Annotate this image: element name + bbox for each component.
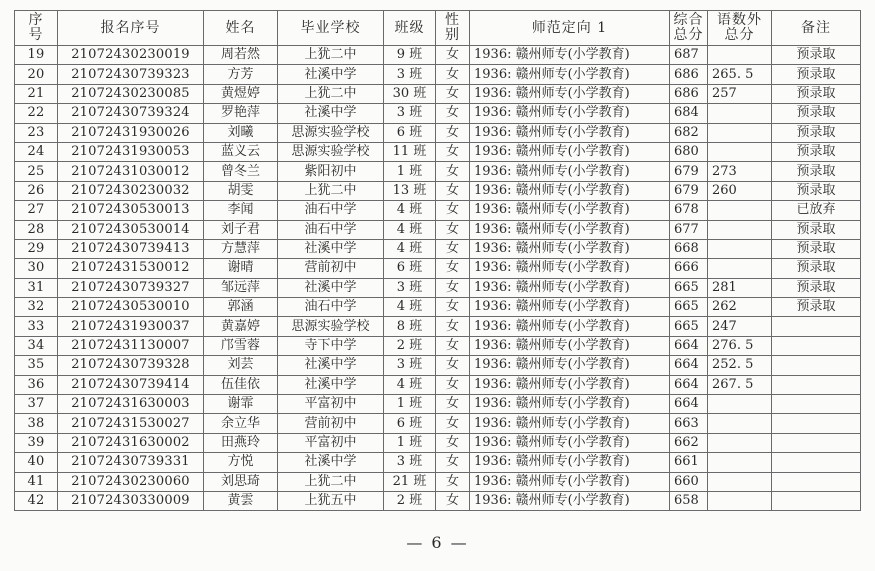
cell-name: 伍佳依 [204,375,278,394]
cell-name: 刘曦 [204,123,278,142]
cell-class: 1 班 [384,433,436,452]
cell-remark: 预录取 [772,65,861,84]
cell-seq: 27 [15,201,58,220]
cell-gender: 女 [436,239,470,258]
header-remark: 备注 [772,11,861,46]
cell-name: 方芳 [204,65,278,84]
cell-lang-math [708,472,772,491]
cell-total: 660 [670,472,708,491]
cell-reg-no: 21072431930053 [58,142,204,161]
cell-remark: 预录取 [772,46,861,65]
cell-school: 寺下中学 [278,336,384,355]
cell-class: 2 班 [384,336,436,355]
cell-gender: 女 [436,181,470,200]
cell-name: 方慧萍 [204,239,278,258]
cell-remark: 预录取 [772,104,861,123]
header-seq: 序 号 [15,11,58,46]
cell-total: 665 [670,278,708,297]
header-school: 毕业学校 [278,11,384,46]
cell-gender: 女 [436,433,470,452]
cell-reg-no: 21072430530010 [58,298,204,317]
cell-class: 1 班 [384,162,436,181]
table-row [15,259,861,278]
cell-total: 664 [670,336,708,355]
cell-class: 3 班 [384,356,436,375]
cell-name: 余立华 [204,414,278,433]
cell-total: 662 [670,433,708,452]
cell-school: 社溪中学 [278,278,384,297]
cell-total: 679 [670,181,708,200]
cell-gender: 女 [436,123,470,142]
cell-class: 4 班 [384,201,436,220]
table-row [15,162,861,181]
cell-class: 4 班 [384,220,436,239]
cell-total: 680 [670,142,708,161]
cell-reg-no: 21072430330009 [58,491,204,510]
cell-direction: 1936: 赣州师专(小学教育) [470,298,670,317]
cell-name: 李闻 [204,201,278,220]
cell-reg-no: 21072430230032 [58,181,204,200]
cell-reg-no: 21072431630003 [58,395,204,414]
cell-lang-math [708,46,772,65]
table-row [15,104,861,123]
cell-gender: 女 [436,46,470,65]
cell-remark [772,336,861,355]
cell-lang-math: 252. 5 [708,356,772,375]
cell-class: 6 班 [384,414,436,433]
cell-seq: 34 [15,336,58,355]
cell-seq: 33 [15,317,58,336]
cell-seq: 23 [15,123,58,142]
cell-school: 营前初中 [278,414,384,433]
table-row [15,84,861,103]
cell-gender: 女 [436,84,470,103]
table-row [15,453,861,472]
cell-reg-no: 21072430739328 [58,356,204,375]
cell-lang-math: 276. 5 [708,336,772,355]
cell-seq: 35 [15,356,58,375]
cell-class: 6 班 [384,123,436,142]
cell-reg-no: 21072431630002 [58,433,204,452]
cell-remark [772,491,861,510]
cell-gender: 女 [436,356,470,375]
cell-name: 邹远萍 [204,278,278,297]
cell-reg-no: 21072431930026 [58,123,204,142]
table-row [15,181,861,200]
table-body [15,46,861,511]
cell-remark [772,395,861,414]
table-row [15,201,861,220]
cell-lang-math: 281 [708,278,772,297]
cell-lang-math: 260 [708,181,772,200]
table-row [15,356,861,375]
cell-seq: 39 [15,433,58,452]
cell-lang-math: 257 [708,84,772,103]
cell-school: 社溪中学 [278,104,384,123]
header-direction: 师范定向 1 [470,11,670,46]
cell-reg-no: 21072430530014 [58,220,204,239]
cell-total: 677 [670,220,708,239]
cell-seq: 38 [15,414,58,433]
cell-direction: 1936: 赣州师专(小学教育) [470,317,670,336]
cell-lang-math [708,123,772,142]
cell-remark: 预录取 [772,239,861,258]
table-row [15,375,861,394]
cell-total: 661 [670,453,708,472]
cell-remark: 预录取 [772,84,861,103]
cell-seq: 25 [15,162,58,181]
cell-lang-math [708,414,772,433]
cell-lang-math [708,453,772,472]
cell-total: 664 [670,375,708,394]
table-row [15,123,861,142]
cell-total: 664 [670,356,708,375]
cell-gender: 女 [436,336,470,355]
cell-seq: 21 [15,84,58,103]
cell-remark: 预录取 [772,278,861,297]
cell-direction: 1936: 赣州师专(小学教育) [470,201,670,220]
table-row [15,395,861,414]
cell-class: 21 班 [384,472,436,491]
cell-school: 上犹二中 [278,181,384,200]
cell-name: 罗艳萍 [204,104,278,123]
cell-school: 平富初中 [278,395,384,414]
cell-seq: 31 [15,278,58,297]
cell-gender: 女 [436,453,470,472]
cell-reg-no: 21072430739327 [58,278,204,297]
cell-seq: 26 [15,181,58,200]
header-name: 姓名 [204,11,278,46]
cell-gender: 女 [436,259,470,278]
cell-school: 社溪中学 [278,356,384,375]
cell-direction: 1936: 赣州师专(小学教育) [470,123,670,142]
cell-name: 蓝义云 [204,142,278,161]
cell-school: 社溪中学 [278,375,384,394]
cell-reg-no: 21072431930037 [58,317,204,336]
cell-name: 方悦 [204,453,278,472]
table-row [15,65,861,84]
cell-seq: 22 [15,104,58,123]
cell-class: 11 班 [384,142,436,161]
table-row [15,472,861,491]
table-row [15,220,861,239]
cell-lang-math [708,433,772,452]
cell-lang-math [708,239,772,258]
cell-class: 4 班 [384,375,436,394]
cell-direction: 1936: 赣州师专(小学教育) [470,395,670,414]
cell-reg-no: 21072430739413 [58,239,204,258]
cell-total: 664 [670,395,708,414]
cell-lang-math: 265. 5 [708,65,772,84]
cell-reg-no: 21072430739414 [58,375,204,394]
cell-name: 郭涵 [204,298,278,317]
cell-class: 30 班 [384,84,436,103]
cell-direction: 1936: 赣州师专(小学教育) [470,433,670,452]
cell-school: 社溪中学 [278,239,384,258]
cell-class: 1 班 [384,395,436,414]
table-row [15,46,861,65]
cell-remark: 预录取 [772,142,861,161]
cell-remark: 预录取 [772,181,861,200]
cell-gender: 女 [436,104,470,123]
cell-reg-no: 21072430739324 [58,104,204,123]
cell-direction: 1936: 赣州师专(小学教育) [470,65,670,84]
cell-seq: 41 [15,472,58,491]
cell-gender: 女 [436,162,470,181]
cell-remark [772,433,861,452]
cell-reg-no: 21072431130007 [58,336,204,355]
cell-school: 思源实验学校 [278,142,384,161]
table-row [15,239,861,258]
cell-total: 684 [670,104,708,123]
header-total: 综合 总分 [670,11,708,46]
cell-remark: 预录取 [772,298,861,317]
table-row [15,142,861,161]
cell-total: 682 [670,123,708,142]
cell-name: 田燕玲 [204,433,278,452]
cell-school: 上犹五中 [278,491,384,510]
cell-name: 黄雲 [204,491,278,510]
table-row [15,298,861,317]
cell-total: 658 [670,491,708,510]
cell-lang-math: 267. 5 [708,375,772,394]
cell-direction: 1936: 赣州师专(小学教育) [470,453,670,472]
cell-seq: 29 [15,239,58,258]
cell-class: 3 班 [384,278,436,297]
cell-reg-no: 21072430230085 [58,84,204,103]
cell-total: 687 [670,46,708,65]
cell-total: 666 [670,259,708,278]
cell-lang-math [708,104,772,123]
cell-remark [772,472,861,491]
cell-remark: 预录取 [772,123,861,142]
cell-direction: 1936: 赣州师专(小学教育) [470,278,670,297]
cell-direction: 1936: 赣州师专(小学教育) [470,259,670,278]
cell-name: 黄嘉婷 [204,317,278,336]
cell-school: 社溪中学 [278,65,384,84]
cell-name: 谢霏 [204,395,278,414]
cell-remark: 预录取 [772,220,861,239]
cell-direction: 1936: 赣州师专(小学教育) [470,220,670,239]
cell-name: 刘芸 [204,356,278,375]
cell-reg-no: 21072430230019 [58,46,204,65]
cell-seq: 20 [15,65,58,84]
cell-direction: 1936: 赣州师专(小学教育) [470,472,670,491]
cell-gender: 女 [436,317,470,336]
table-header-row [15,11,861,46]
cell-reg-no: 21072431030012 [58,162,204,181]
cell-school: 社溪中学 [278,453,384,472]
cell-gender: 女 [436,201,470,220]
admission-roster-table [14,10,861,511]
cell-class: 4 班 [384,239,436,258]
cell-gender: 女 [436,472,470,491]
cell-school: 上犹二中 [278,46,384,65]
cell-gender: 女 [436,375,470,394]
cell-reg-no: 21072430739323 [58,65,204,84]
cell-remark [772,317,861,336]
cell-gender: 女 [436,65,470,84]
cell-seq: 19 [15,46,58,65]
cell-seq: 30 [15,259,58,278]
cell-reg-no: 21072431530027 [58,414,204,433]
cell-school: 油石中学 [278,298,384,317]
table-row [15,317,861,336]
cell-class: 13 班 [384,181,436,200]
cell-class: 3 班 [384,65,436,84]
cell-seq: 24 [15,142,58,161]
cell-remark: 已放弃 [772,201,861,220]
cell-reg-no: 21072431530012 [58,259,204,278]
cell-direction: 1936: 赣州师专(小学教育) [470,162,670,181]
table-row [15,491,861,510]
cell-direction: 1936: 赣州师专(小学教育) [470,414,670,433]
cell-name: 邝雪蓉 [204,336,278,355]
cell-name: 谢晴 [204,259,278,278]
cell-direction: 1936: 赣州师专(小学教育) [470,356,670,375]
cell-remark [772,375,861,394]
cell-school: 油石中学 [278,220,384,239]
cell-direction: 1936: 赣州师专(小学教育) [470,104,670,123]
cell-remark: 预录取 [772,259,861,278]
page-number: — 6 — [406,533,469,552]
cell-class: 3 班 [384,104,436,123]
cell-gender: 女 [436,142,470,161]
header-reg-no: 报名序号 [58,11,204,46]
cell-school: 营前初中 [278,259,384,278]
table-row [15,278,861,297]
cell-gender: 女 [436,491,470,510]
cell-total: 686 [670,65,708,84]
cell-seq: 28 [15,220,58,239]
cell-class: 2 班 [384,491,436,510]
cell-class: 6 班 [384,259,436,278]
cell-class: 9 班 [384,46,436,65]
table-row [15,336,861,355]
cell-name: 刘思琦 [204,472,278,491]
header-gender: 性 别 [436,11,470,46]
cell-seq: 40 [15,453,58,472]
cell-total: 686 [670,84,708,103]
cell-lang-math [708,491,772,510]
cell-gender: 女 [436,414,470,433]
cell-seq: 42 [15,491,58,510]
cell-remark [772,414,861,433]
cell-lang-math [708,201,772,220]
cell-direction: 1936: 赣州师专(小学教育) [470,84,670,103]
cell-name: 周若然 [204,46,278,65]
cell-name: 胡雯 [204,181,278,200]
cell-total: 678 [670,201,708,220]
cell-gender: 女 [436,298,470,317]
cell-total: 668 [670,239,708,258]
cell-lang-math: 262 [708,298,772,317]
cell-gender: 女 [436,220,470,239]
cell-gender: 女 [436,395,470,414]
cell-total: 665 [670,317,708,336]
cell-school: 上犹二中 [278,472,384,491]
cell-reg-no: 21072430530013 [58,201,204,220]
cell-direction: 1936: 赣州师专(小学教育) [470,336,670,355]
cell-direction: 1936: 赣州师专(小学教育) [470,375,670,394]
cell-lang-math [708,220,772,239]
cell-lang-math: 273 [708,162,772,181]
cell-total: 679 [670,162,708,181]
cell-class: 8 班 [384,317,436,336]
cell-name: 黄煜婷 [204,84,278,103]
cell-school: 上犹二中 [278,84,384,103]
cell-direction: 1936: 赣州师专(小学教育) [470,491,670,510]
cell-gender: 女 [436,278,470,297]
cell-seq: 37 [15,395,58,414]
cell-name: 曾冬兰 [204,162,278,181]
cell-name: 刘子君 [204,220,278,239]
cell-direction: 1936: 赣州师专(小学教育) [470,181,670,200]
cell-lang-math: 247 [708,317,772,336]
cell-remark [772,356,861,375]
cell-lang-math [708,259,772,278]
header-class: 班级 [384,11,436,46]
cell-remark: 预录取 [772,162,861,181]
cell-seq: 36 [15,375,58,394]
cell-school: 平富初中 [278,433,384,452]
cell-direction: 1936: 赣州师专(小学教育) [470,142,670,161]
table-row [15,414,861,433]
cell-reg-no: 21072430230060 [58,472,204,491]
cell-school: 思源实验学校 [278,123,384,142]
cell-school: 油石中学 [278,201,384,220]
table-row [15,433,861,452]
cell-direction: 1936: 赣州师专(小学教育) [470,46,670,65]
cell-lang-math [708,142,772,161]
cell-direction: 1936: 赣州师专(小学教育) [470,239,670,258]
cell-school: 紫阳初中 [278,162,384,181]
cell-total: 665 [670,298,708,317]
header-lang-math: 语数外 总分 [708,11,772,46]
cell-total: 663 [670,414,708,433]
cell-class: 3 班 [384,453,436,472]
cell-seq: 32 [15,298,58,317]
cell-remark [772,453,861,472]
cell-class: 4 班 [384,298,436,317]
cell-school: 思源实验学校 [278,317,384,336]
cell-reg-no: 21072430739331 [58,453,204,472]
cell-lang-math [708,395,772,414]
